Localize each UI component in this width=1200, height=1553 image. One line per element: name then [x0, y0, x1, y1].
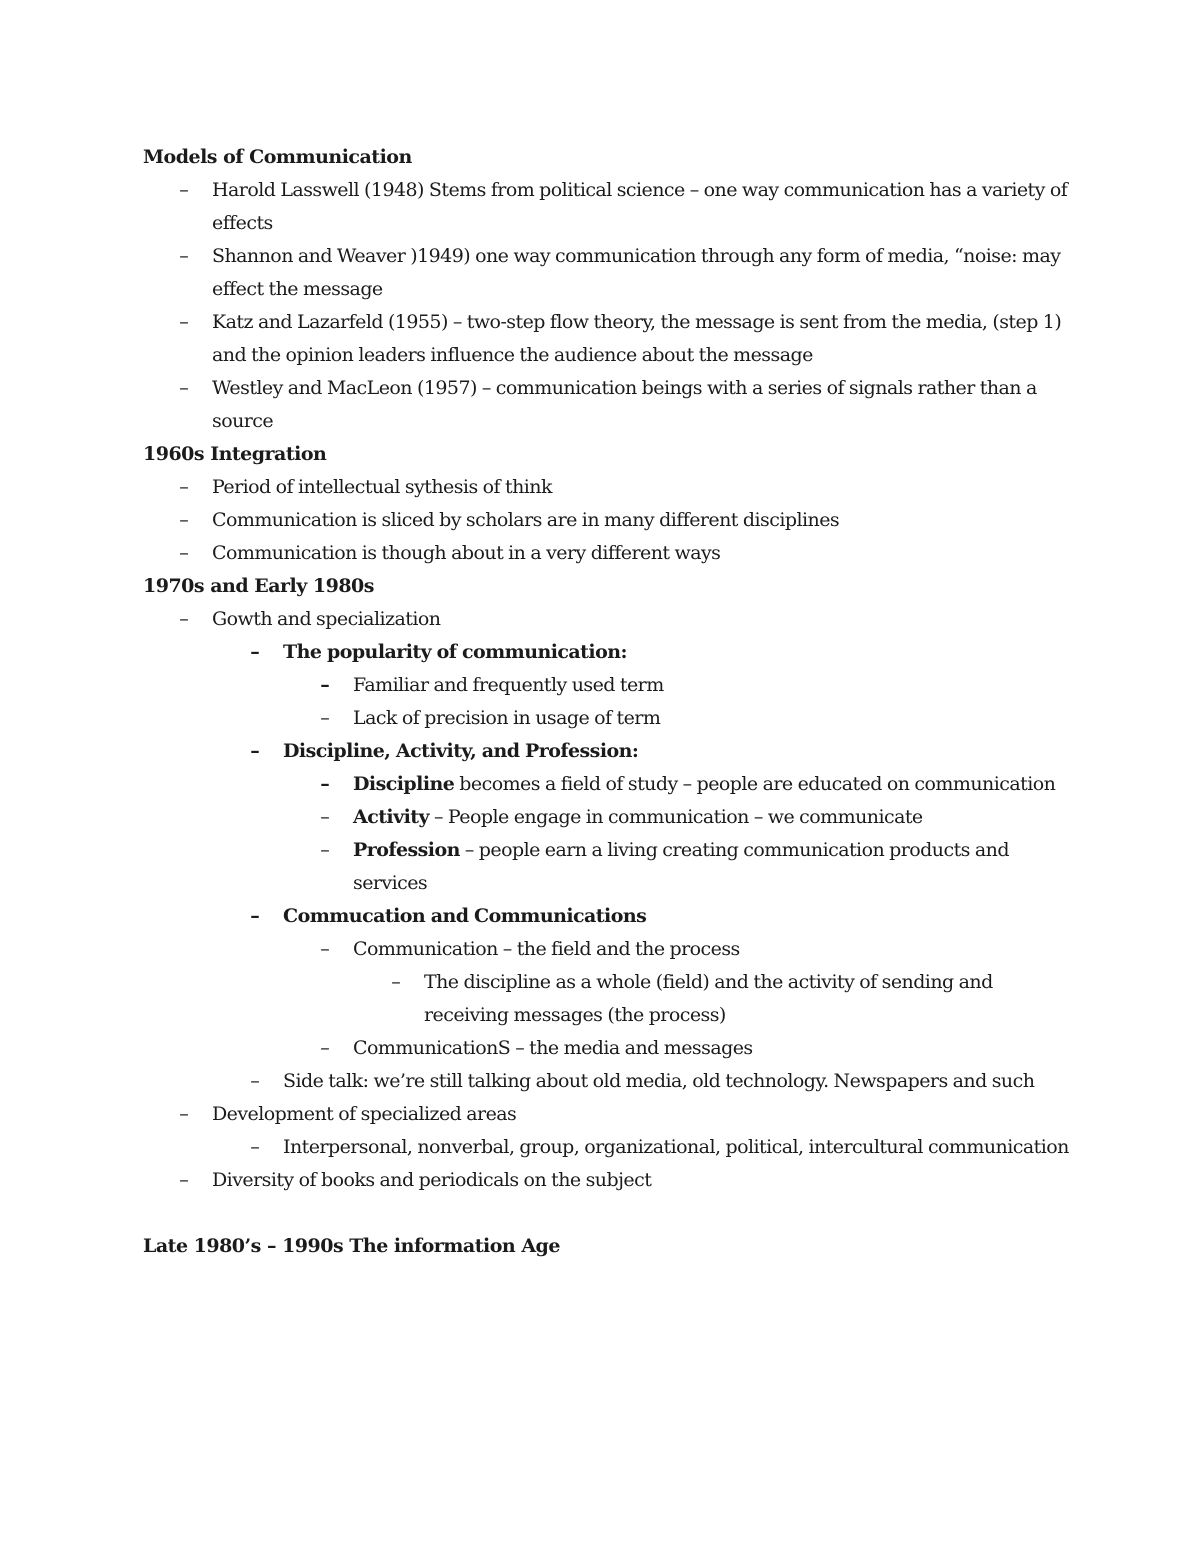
list-item [143, 768, 1073, 801]
section-heading-1960s: 1960s Integration [143, 443, 327, 465]
list-item [143, 1032, 1073, 1065]
list-item-text: Side talk: we’re still talking about old media, old technology. Newspapers and such [283, 1070, 1035, 1092]
list-item-text [353, 806, 923, 828]
list-item [143, 702, 1073, 735]
list-item [143, 372, 1073, 438]
dash-bullet: – [179, 245, 189, 267]
dash-bullet: – [250, 1136, 260, 1158]
term-profession: Profession [353, 839, 460, 861]
list-item-subheading [143, 735, 1073, 768]
list-item [143, 1098, 1073, 1131]
dash-bullet: – [179, 476, 189, 498]
list-item [143, 603, 1073, 636]
list-item [143, 504, 1073, 537]
dash-bullet: – [320, 806, 330, 828]
list-item-text: The discipline as a whole (field) and the activity of sending and receiving messages (the process) [424, 971, 993, 1026]
list-item [143, 1164, 1073, 1197]
list-item-text: Communication is though about in a very different ways [212, 542, 721, 564]
subheading-discipline: Discipline, Activity, and Profession: [283, 740, 639, 762]
dash-bullet: – [320, 707, 330, 729]
list-item-subheading [143, 900, 1073, 933]
list-item [143, 834, 1073, 900]
list-item-text: Development of specialized areas [212, 1103, 517, 1125]
list-item-text [353, 839, 1009, 894]
list-item-text: Shannon and Weaver )1949) one way communication through any form of media, “noise: may effect the message [212, 245, 1061, 300]
list-item [143, 966, 1073, 1032]
list-item-text: Gowth and specialization [212, 608, 441, 630]
list-item [143, 306, 1073, 372]
dash-bullet: – [179, 1169, 189, 1191]
dash-bullet: – [179, 542, 189, 564]
list-item-text: CommunicationS – the media and messages [353, 1037, 753, 1059]
term-description: – People engage in communication – we communicate [428, 806, 923, 828]
dash-bullet: – [320, 839, 330, 861]
subheading-popularity: The popularity of communication: [283, 641, 627, 663]
section-heading-models: Models of Communication [143, 146, 412, 168]
dash-bullet: – [320, 674, 330, 696]
term-activity: Activity [353, 806, 429, 828]
dash-bullet: – [179, 311, 189, 333]
list-item-text: Lack of precision in usage of term [353, 707, 661, 729]
list-item-text: Communication – the field and the process [353, 938, 740, 960]
term-discipline: Discipline [353, 773, 455, 795]
dash-bullet: – [320, 773, 330, 795]
list-item-text: Harold Lasswell (1948) Stems from political science – one way communication has a variety of effects [212, 179, 1068, 234]
section-heading-information-age: Late 1980’s – 1990s The information Age [143, 1235, 560, 1257]
list-item-text: Westley and MacLeon (1957) – communication beings with a series of signals rather than a source [212, 377, 1037, 432]
list-item-text: Period of intellectual sythesis of think [212, 476, 552, 498]
dash-bullet: – [391, 971, 401, 993]
list-item-text: Communication is sliced by scholars are in many different disciplines [212, 509, 840, 531]
notes-body [143, 141, 1073, 1263]
list-item [143, 537, 1073, 570]
list-item [143, 1065, 1073, 1098]
subheading-communication: Commucation and Communications [283, 905, 647, 927]
dash-bullet: – [320, 1037, 330, 1059]
list-item [143, 801, 1073, 834]
list-item-subheading [143, 636, 1073, 669]
list-item [143, 669, 1073, 702]
dash-bullet: – [179, 1103, 189, 1125]
list-item [143, 471, 1073, 504]
dash-bullet: – [320, 938, 330, 960]
list-item-text [353, 773, 1055, 795]
list-item [143, 174, 1073, 240]
dash-bullet: – [250, 740, 260, 762]
blank-line [143, 1197, 1073, 1230]
list-item-text: Familiar and frequently used term [353, 674, 664, 696]
section-heading-1970s: 1970s and Early 1980s [143, 575, 374, 597]
list-item [143, 1131, 1073, 1164]
term-description: – people earn a living creating communication products and services [353, 839, 1009, 894]
dash-bullet: – [250, 905, 260, 927]
list-item-text: Interpersonal, nonverbal, group, organizational, political, intercultural communication [283, 1136, 1069, 1158]
dash-bullet: – [250, 641, 260, 663]
dash-bullet: – [179, 377, 189, 399]
list-item-text: Katz and Lazarfeld (1955) – two-step flow theory, the message is sent from the media, (step 1) and the opinion leaders influence the audience about the message [212, 311, 1062, 366]
dash-bullet: – [179, 509, 189, 531]
term-description: becomes a field of study – people are educated on communication [454, 773, 1056, 795]
dash-bullet: – [179, 608, 189, 630]
dash-bullet: – [179, 179, 189, 201]
list-item [143, 933, 1073, 966]
list-item [143, 240, 1073, 306]
list-item-text: Diversity of books and periodicals on the subject [212, 1169, 652, 1191]
dash-bullet: – [250, 1070, 260, 1092]
